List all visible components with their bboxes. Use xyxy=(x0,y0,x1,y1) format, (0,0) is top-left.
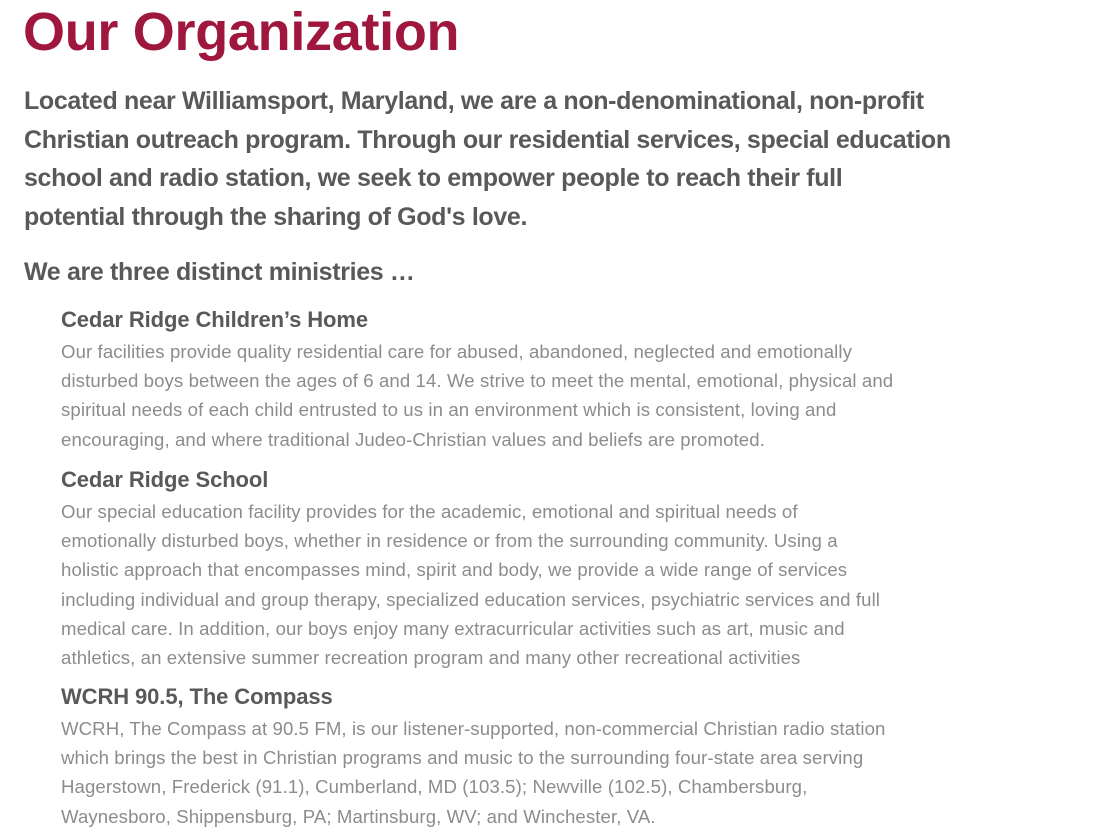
description-line: athletics, an extensive summer recreation program and many other recreational activities xyxy=(61,647,801,669)
description-line: Our facilities provide quality residential care for abused, abandoned, neglected and emotionally xyxy=(61,341,853,362)
ministry-description-radio-station xyxy=(61,714,886,831)
intro-line: Located near Williamsport, Maryland, we are a non-denominational, non-profit xyxy=(24,87,924,115)
ministries-heading: We are three distinct ministries … xyxy=(24,258,415,286)
description-line: Waynesboro, Shippensburg, PA; Martinsburg, WV; and Winchester, VA. xyxy=(61,805,656,827)
ministry-title-school: Cedar Ridge School xyxy=(61,467,269,492)
description-line: WCRH, The Compass at 90.5 FM, is our listener-supported, non-commercial Christian radio station xyxy=(61,718,886,739)
ministry-title-childrens-home: Cedar Ridge Children’s Home xyxy=(61,307,368,332)
description-line: encouraging, and where traditional Judeo-Christian values and beliefs are promoted. xyxy=(61,428,765,450)
intro-paragraph xyxy=(24,82,1094,236)
description-line: medical care. In addition, our boys enjoy many extracurricular activities such as art, music and xyxy=(61,617,845,639)
description-line: disturbed boys between the ages of 6 and 14. We strive to meet the mental, emotional, physical and xyxy=(61,370,894,392)
description-line: emotionally disturbed boys, whether in residence or from the surrounding community. Using a xyxy=(61,530,838,552)
intro-line: potential through the sharing of God's love. xyxy=(24,202,528,231)
intro-line: school and radio station, we seek to empower people to reach their full xyxy=(24,164,843,192)
ministry-description-childrens-home xyxy=(61,337,893,454)
description-line: holistic approach that encompasses mind, spirit and body, we provide a wide range of services xyxy=(61,559,848,581)
description-line: Hagerstown, Frederick (91.1), Cumberland, MD (103.5); Newville (102.5), Chambersburg, xyxy=(61,776,808,798)
description-line: spiritual needs of each child entrusted to us in an environment which is consistent, loving and xyxy=(61,399,837,421)
description-line: Our special education facility provides for the academic, emotional and spiritual needs of xyxy=(61,501,798,522)
description-line: including individual and group therapy, specialized education services, psychiatric services and full xyxy=(61,588,881,610)
description-line: which brings the best in Christian programs and music to the surrounding four-state area serving xyxy=(61,747,864,769)
ministry-title-radio-station: WCRH 90.5, The Compass xyxy=(61,684,333,709)
intro-line: Christian outreach program. Through our residential services, special education xyxy=(24,125,951,154)
ministry-description-school xyxy=(61,497,880,672)
page-title: Our Organization xyxy=(23,2,460,62)
